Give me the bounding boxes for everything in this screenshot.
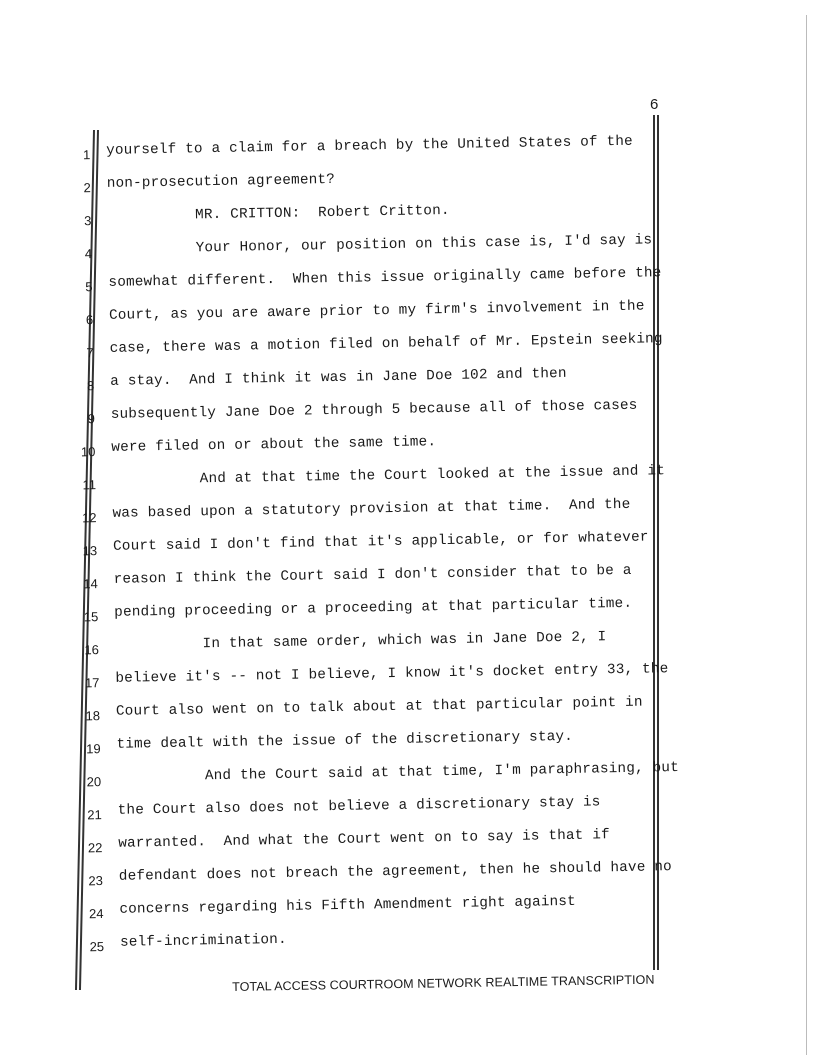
line-text: believe it's -- not I believe, I know it's docket entry 33, the [115,661,669,687]
line-text: Your Honor, our position on this case is, I'd say is [107,232,653,258]
transcript-line [11,759,711,793]
transcript-line [4,363,704,397]
line-number: 6 [85,312,94,328]
line-text: Court said I don't find that it's applicable, or for whatever [112,529,649,555]
line-number: 18 [85,708,101,724]
transcript-line [9,660,709,694]
line-text: And the Court said at that time, I'm paraphrasing, but [116,759,680,786]
line-number: 23 [88,873,104,889]
line-text: were filed on or about the same time. [111,434,437,456]
transcript-line [6,495,706,529]
line-number: 19 [86,741,101,757]
line-text: In that same order, which was in Jane Doe 2, I [114,629,607,654]
transcript-line [2,232,702,266]
line-number: 11 [82,477,97,493]
line-number: 13 [82,543,98,559]
transcript-line [8,561,708,595]
transcript-footer: TOTAL ACCESS COURTROOM NETWORK REALTIME TRANSCRIPTION [232,972,655,994]
transcript-line [9,627,709,661]
line-number: 4 [84,246,93,262]
transcript-line [6,462,706,496]
line-number: 7 [86,345,94,361]
transcript-line [8,594,708,628]
line-number: 10 [80,444,96,460]
line-number: 24 [88,906,104,922]
line-number: 17 [84,675,100,691]
page-number: 6 [650,96,659,113]
transcript-line [10,693,710,727]
line-text: MR. CRITTON: Robert Critton. [107,202,450,225]
line-number: 21 [87,807,102,823]
line-text: was based upon a statutory provision at that time. And the [112,496,631,522]
line-text: Court, as you are aware prior to my firm's involvement in the [108,298,645,324]
line-number: 14 [83,576,98,592]
transcript-line [3,298,703,332]
transcript-line [10,726,710,760]
line-text: time dealt with the issue of the discretionary stay. [116,728,574,753]
line-text: reason I think the Court said I don't consider that to be a [113,562,632,588]
line-text: concerns regarding his Fifth Amendment right against [119,893,577,918]
transcript-line [13,891,713,925]
line-text: a stay. And I think it was in Jane Doe 102 and then [110,365,567,390]
transcript-line [5,396,705,430]
transcript-line [1,199,701,233]
line-text: And at that time the Court looked at the issue and it [111,463,666,489]
line-number: 22 [87,840,103,856]
transcript-line [12,792,712,826]
transcript-line [4,330,704,364]
line-text: self-incrimination. [119,931,287,951]
line-text: pending proceeding or a proceeding at that particular time. [114,595,633,621]
transcript-line [2,265,702,299]
line-number: 3 [84,213,92,229]
transcript-line [14,924,714,958]
line-text: warranted. And what the Court went on to say is that if [118,827,611,852]
line-number: 1 [82,147,91,163]
line-text: defendant does not breach the agreement, then he should have no [118,859,673,885]
transcript-line [5,429,705,463]
transcript-line [1,166,701,200]
transcript-line [12,825,712,859]
line-number: 20 [86,774,102,790]
line-number: 2 [83,180,91,196]
line-number: 12 [81,510,97,526]
line-number: 8 [86,378,95,394]
transcript-line [0,133,700,167]
transcript-line [13,858,713,892]
line-number: 25 [89,939,105,955]
line-text: somewhat different. When this issue originally came before the [108,265,662,291]
line-text: Court also went on to talk about at that particular point in [115,694,643,720]
transcript-line [7,528,707,562]
line-number: 15 [83,609,99,625]
line-text: case, there was a motion filed on behalf of Mr. Epstein seeking [109,331,663,357]
line-number: 5 [85,279,93,295]
line-text: non-prosecution agreement? [106,171,336,192]
line-number: 9 [87,411,95,427]
line-text: subsequently Jane Doe 2 through 5 because all of those cases [110,397,638,423]
line-text: the Court also does not believe a discretionary stay is [117,794,601,819]
line-number: 16 [84,642,100,658]
line-text: yourself to a claim for a breach by the United States of the [106,133,634,159]
